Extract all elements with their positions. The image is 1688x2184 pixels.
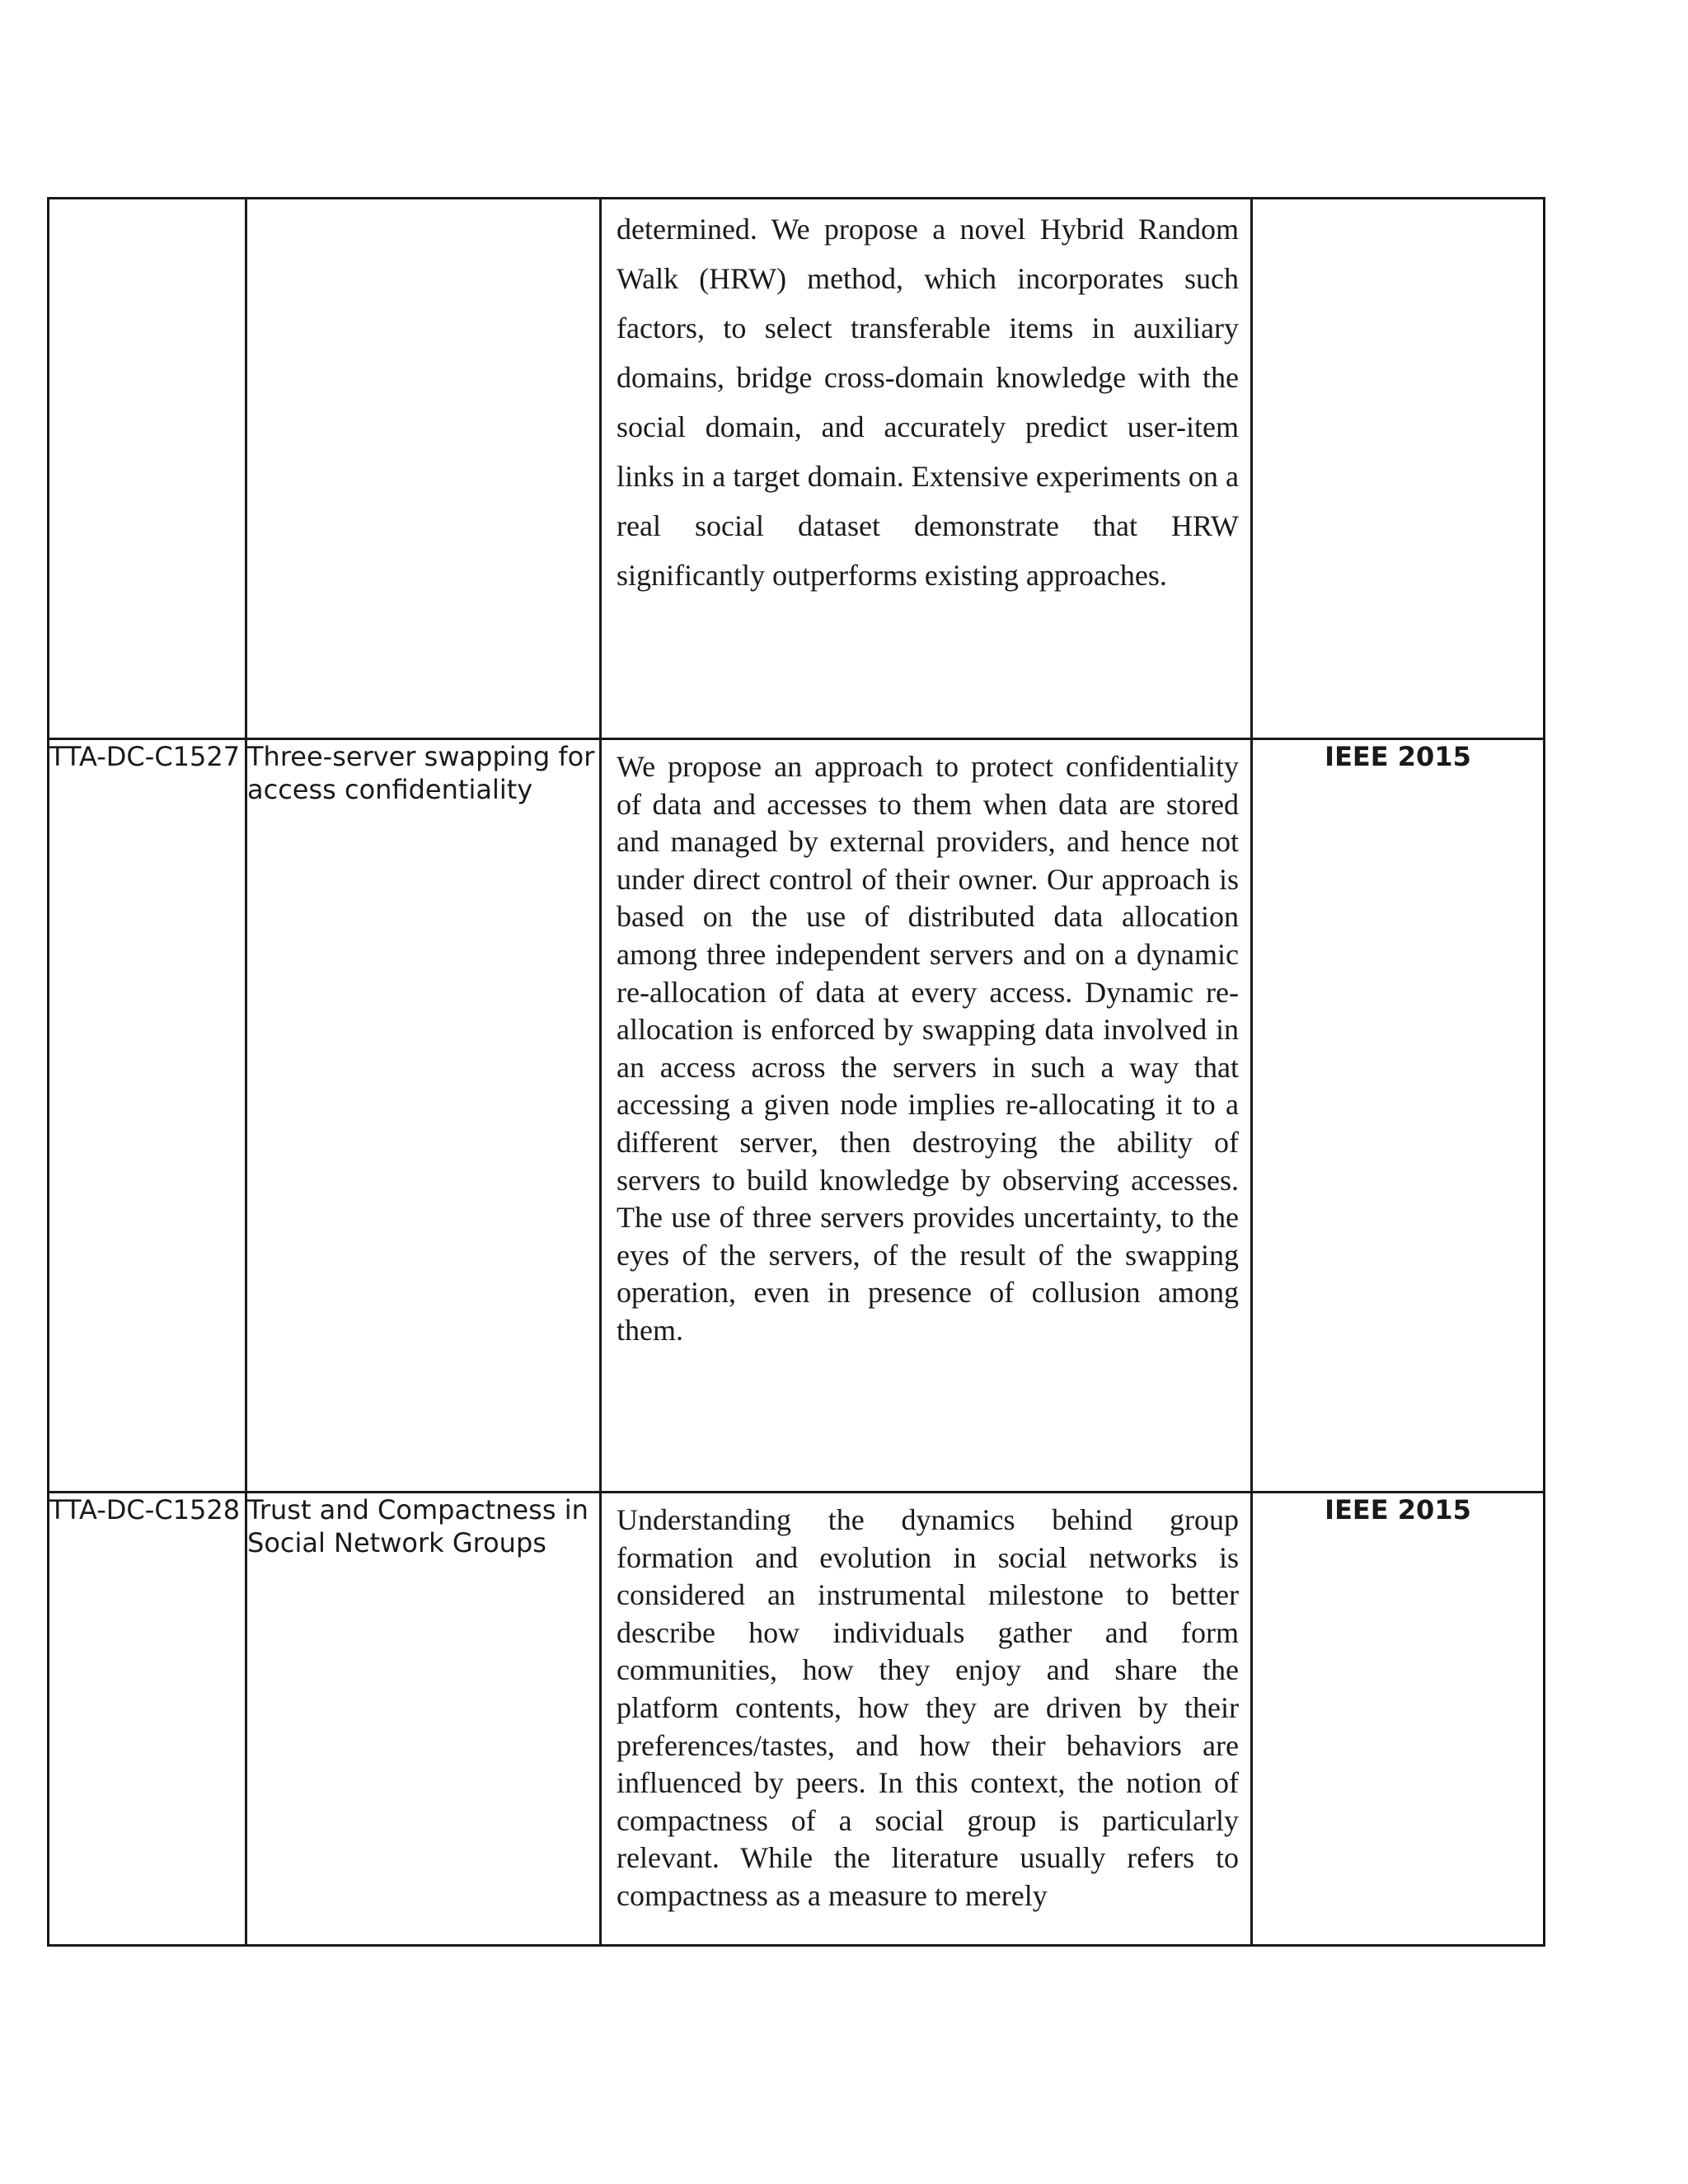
paper-code-cell: TTA-DC-C1527 [49, 739, 246, 1493]
paper-year-cell: IEEE 2015 [1252, 739, 1545, 1493]
paper-title-cell: Three-server swapping for access confidentiality [246, 739, 601, 1493]
paper-abstract-cell [601, 1493, 1252, 1946]
paper-abstract-cell [601, 199, 1252, 739]
paper-year-cell [1252, 199, 1545, 739]
paper-list-table [47, 197, 1545, 1947]
paper-code-cell [49, 199, 246, 739]
paper-title-cell: Trust and Compactness in Social Network Groups [246, 1493, 601, 1946]
paper-abstract-text: We propose an approach to protect confidentiality of data and accesses to them when data are stored and managed by external providers, and hence not under direct control of their owner. Our approach is based on the use of distributed data allocation among three independent servers and on a dynamic re-allocation of data at every access. Dynamic re-allocation is enforced by swapping data involved in an access across the servers in such a way that accessing a given node implies re-allocating it to a different server, then destroying the ability of servers to build knowledge by observing accesses. The use of three servers provides uncertainty, to the eyes of the servers, of the result of the swapping operation, even in presence of collusion among them. [617, 750, 1239, 1347]
paper-abstract-text: Understanding the dynamics behind group formation and evolution in social networks is considered an instrumental milestone to better describe how individuals gather and form communities, how they enjoy and share the platform contents, how they are driven by their preferences/tastes, and how their behaviors are influenced by peers. In this context, the notion of compactness of a social group is particularly relevant. While the literature usually refers to compactness as a measure to merely [617, 1503, 1239, 1912]
paper-title-cell [246, 199, 601, 739]
table-row [49, 739, 1545, 1493]
table-row [49, 199, 1545, 739]
table-row [49, 1493, 1545, 1946]
paper-year-cell: IEEE 2015 [1252, 1493, 1545, 1946]
paper-abstract-cell [601, 739, 1252, 1493]
paper-abstract-text: determined. We propose a novel Hybrid Random Walk (HRW) method, which incorporates such factors, to select transferable items in auxiliary domains, bridge cross-domain knowledge with the social domain, and accurately predict user-item links in a target domain. Extensive experiments on a real social dataset demonstrate that HRW significantly outperforms existing approaches. [617, 213, 1239, 592]
paper-code-cell: TTA-DC-C1528 [49, 1493, 246, 1946]
